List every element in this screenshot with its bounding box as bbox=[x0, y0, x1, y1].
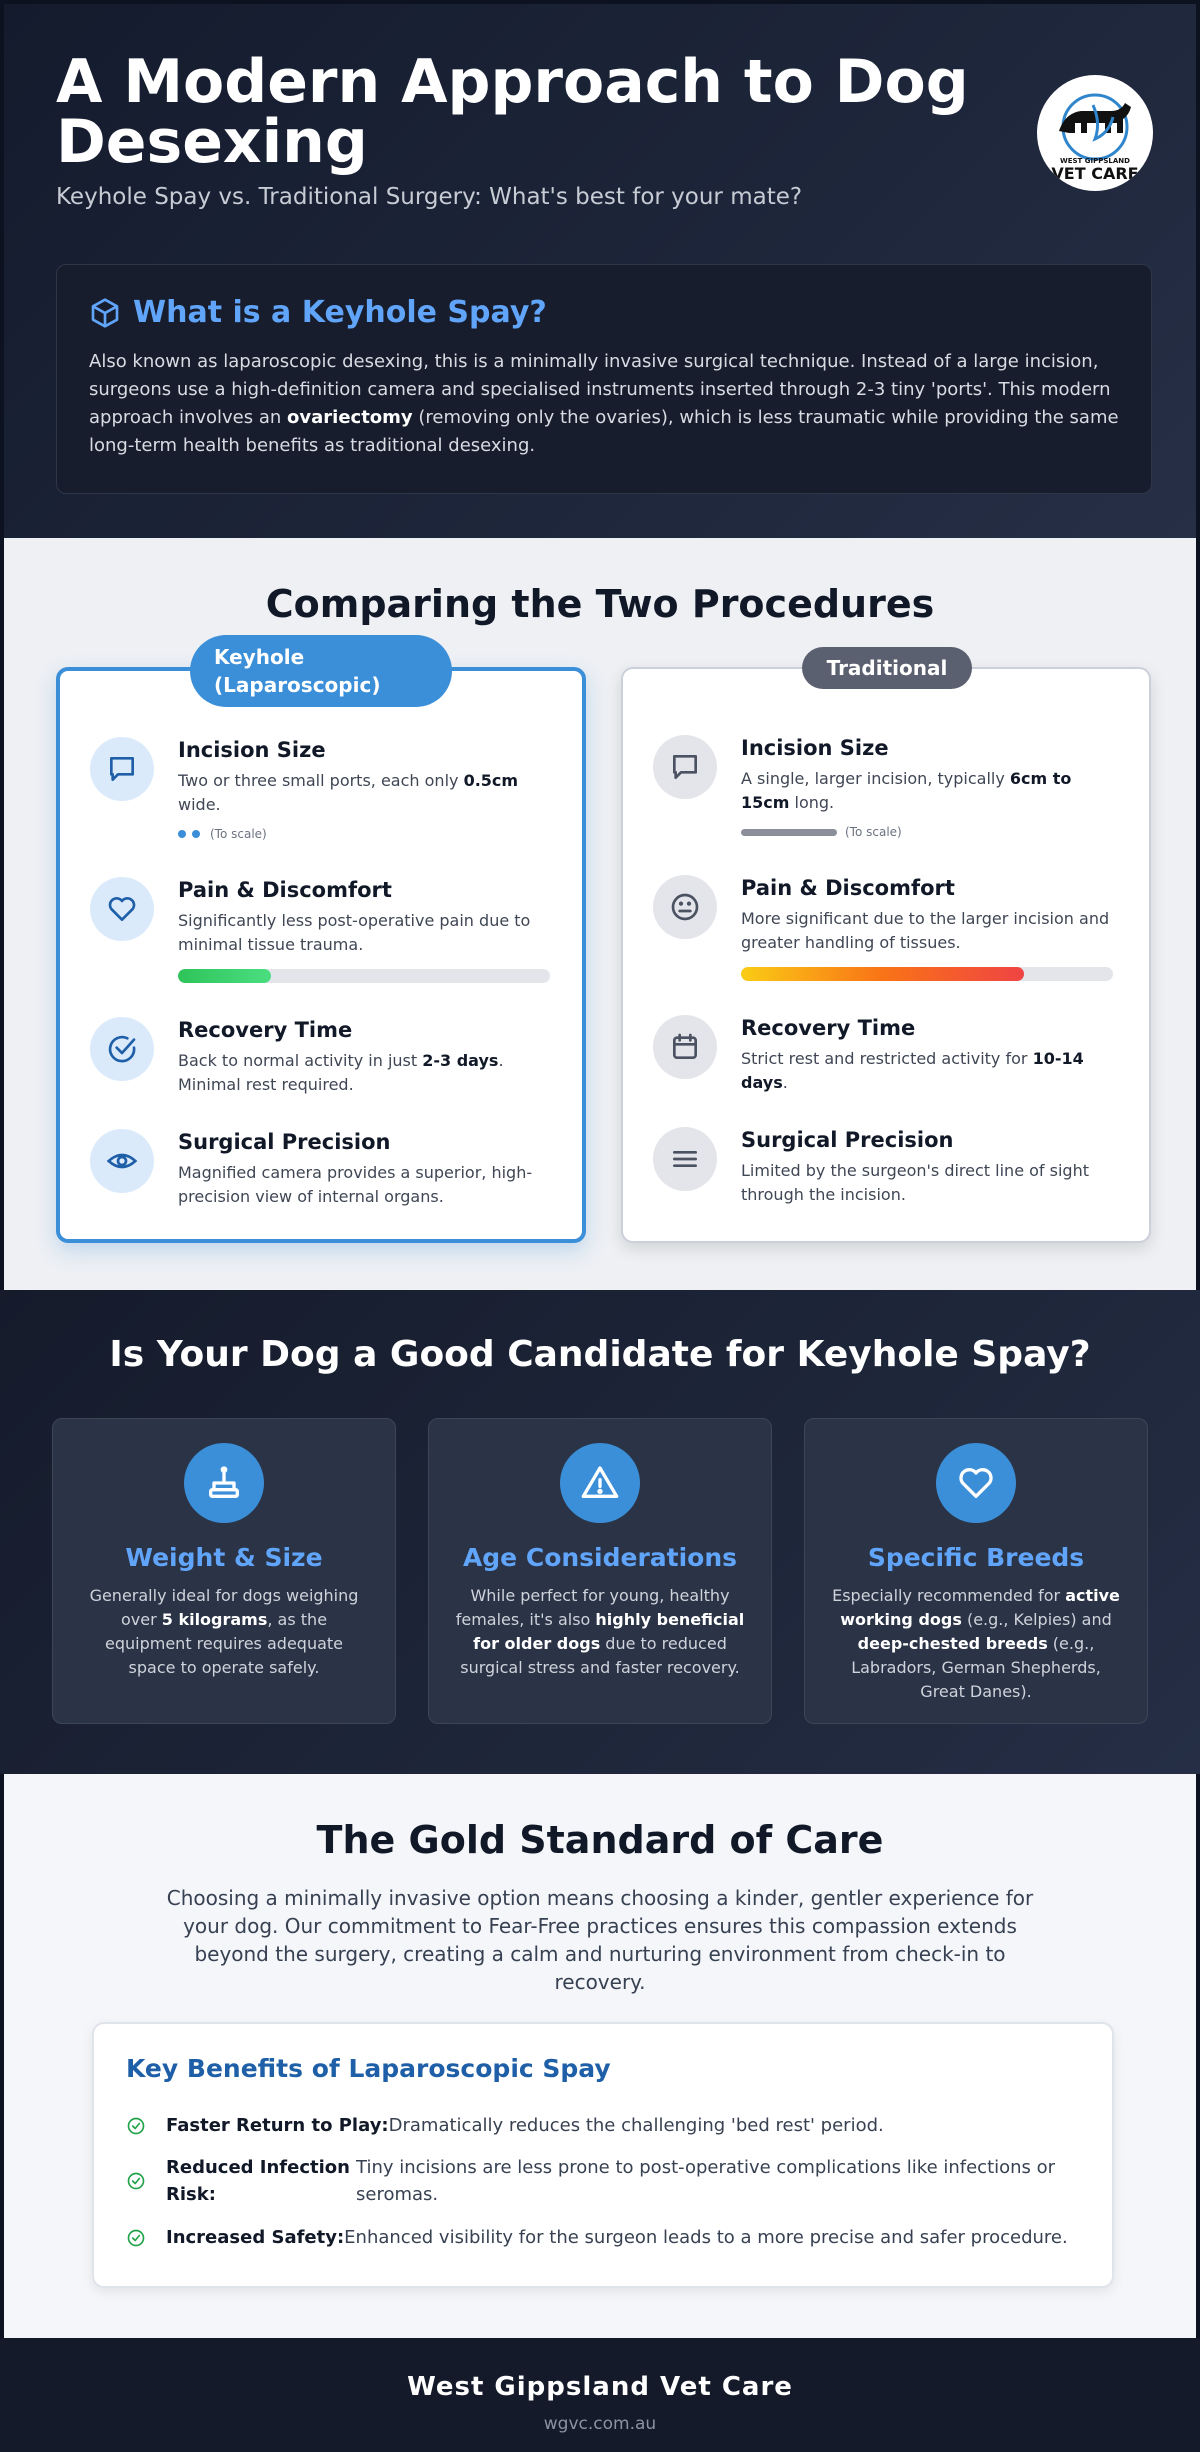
check-circle-icon bbox=[90, 1017, 154, 1081]
traditional-label: Traditional bbox=[802, 647, 972, 689]
what-is-card bbox=[56, 264, 1152, 494]
footer-url[interactable]: wgvc.com.au bbox=[543, 2414, 657, 2434]
benefit-label: Increased Safety: bbox=[166, 2227, 345, 2248]
feature-title: Incision Size bbox=[178, 738, 326, 762]
benefit-text: Dramatically reduces the challenging 'bed rest' period. bbox=[388, 2115, 884, 2136]
what-is-title: What is a Keyhole Spay? bbox=[133, 295, 547, 330]
feature-text: Two or three small ports, each only 0.5cm wide. bbox=[178, 771, 519, 814]
menu-lines-icon bbox=[653, 1127, 717, 1191]
pain-bar bbox=[741, 967, 1113, 981]
feature-text: Strict rest and restricted activity for 10-14 days. bbox=[741, 1049, 1084, 1092]
benefit-text: Enhanced visibility for the surgeon leads to a more precise and safer procedure. bbox=[344, 2227, 1068, 2248]
svg-text:WEST GIPPSLAND: WEST GIPPSLAND bbox=[1060, 157, 1130, 165]
keyhole-column bbox=[56, 645, 586, 1243]
traditional-recovery bbox=[653, 1015, 1123, 1095]
keyhole-recovery bbox=[90, 1017, 560, 1097]
pain-bar-fill bbox=[178, 969, 271, 983]
footer bbox=[0, 2338, 1200, 2452]
feature-title: Surgical Precision bbox=[741, 1128, 954, 1152]
benefits-title: Key Benefits of Laparoscopic Spay bbox=[126, 2054, 611, 2083]
feature-text: Significantly less post-operative pain due to minimal tissue trauma. bbox=[178, 911, 531, 954]
port-dot bbox=[192, 830, 200, 838]
candidate-card-title: Weight & Size bbox=[125, 1543, 323, 1572]
keyhole-incision bbox=[90, 737, 560, 841]
check-circle-icon bbox=[126, 2171, 146, 2191]
footer-clinic-name: West Gippsland Vet Care bbox=[407, 2372, 793, 2402]
cube-icon bbox=[89, 297, 121, 329]
heart-icon bbox=[90, 877, 154, 941]
keyhole-precision bbox=[90, 1129, 560, 1209]
heart-icon bbox=[936, 1443, 1016, 1523]
chat-bubble-icon bbox=[653, 735, 717, 799]
feature-title: Pain & Discomfort bbox=[178, 878, 392, 902]
calendar-icon bbox=[653, 1015, 717, 1079]
traditional-pain bbox=[653, 875, 1123, 981]
compare-title: Comparing the Two Procedures bbox=[265, 582, 935, 626]
candidate-card-text: While perfect for young, healthy females, it's also highly beneficial for older dogs due to reduced surgical stress and faster recovery. bbox=[455, 1586, 745, 1677]
compare-section bbox=[0, 538, 1200, 1290]
feature-text: Magnified camera provides a superior, high-precision view of internal organs. bbox=[178, 1163, 533, 1206]
feature-title: Recovery Time bbox=[741, 1016, 916, 1040]
traditional-incision bbox=[653, 735, 1123, 839]
check-circle-icon bbox=[126, 2228, 146, 2248]
keyhole-pain bbox=[90, 877, 560, 983]
scale-note: (To scale) bbox=[845, 825, 902, 839]
page-subtitle: Keyhole Spay vs. Traditional Surgery: What's best for your mate? bbox=[56, 184, 803, 210]
feature-text: Back to normal activity in just 2-3 days. Minimal rest required. bbox=[178, 1051, 504, 1094]
pain-bar bbox=[178, 969, 550, 983]
traditional-column bbox=[621, 656, 1151, 1243]
check-circle-icon bbox=[126, 2116, 146, 2136]
candidate-card-text: Generally ideal for dogs weighing over 5 kilograms, as the equipment requires adequate space to operate safely. bbox=[89, 1586, 359, 1677]
feature-text: Limited by the surgeon's direct line of sight through the incision. bbox=[741, 1161, 1089, 1204]
benefit-label: Faster Return to Play: bbox=[166, 2115, 389, 2136]
candidate-card-title: Specific Breeds bbox=[867, 1543, 1085, 1572]
benefit-label: Reduced Infection Risk: bbox=[166, 2157, 350, 2205]
neutral-face-icon bbox=[653, 875, 717, 939]
scale-note: (To scale) bbox=[210, 827, 267, 841]
candidate-card-breeds bbox=[804, 1418, 1148, 1724]
pain-bar-fill bbox=[741, 967, 1024, 981]
feature-title: Pain & Discomfort bbox=[741, 876, 955, 900]
clinic-logo bbox=[1037, 75, 1153, 191]
feature-title: Recovery Time bbox=[178, 1018, 353, 1042]
candidate-section bbox=[0, 1290, 1200, 1774]
candidate-card-age bbox=[428, 1418, 772, 1724]
candidate-card-title: Age Considerations bbox=[462, 1543, 738, 1572]
what-is-text: Also known as laparoscopic desexing, this is a minimally invasive surgical technique. Instead of a large incision, surgeons use a high-definition camera and specialised instruments inserted through 2-3 tiny 'ports'. This modern approach involves an ovariectomy (removing only the ovaries), which is less traumatic while providing the same long-term health benefits as traditional desexing. bbox=[89, 351, 1119, 456]
benefits-card bbox=[92, 2022, 1114, 2288]
gold-lead: Choosing a minimally invasive option means choosing a kinder, gentler experience for your dog. Our commitment to Fear-Free practices ensures this compassion extends beyond the surgery, creating a calm and nurturing environment from check-in to recovery. bbox=[166, 1886, 1034, 1994]
scale-icon bbox=[184, 1443, 264, 1523]
incision-scale bbox=[178, 827, 550, 841]
feature-title: Surgical Precision bbox=[178, 1130, 391, 1154]
cow-logo-icon bbox=[1037, 75, 1153, 191]
keyhole-label: Keyhole (Laparoscopic) bbox=[190, 635, 452, 707]
feature-text: More significant due to the larger incision and greater handling of tissues. bbox=[741, 909, 1110, 952]
page-title: A Modern Approach to Dog Desexing bbox=[56, 47, 969, 177]
benefit-item bbox=[126, 2112, 884, 2139]
port-dot bbox=[178, 830, 186, 838]
feature-text: A single, larger incision, typically 6cm to 15cm long. bbox=[741, 769, 1072, 812]
chat-bubble-icon bbox=[90, 737, 154, 801]
incision-scale bbox=[741, 825, 1113, 839]
incision-line bbox=[741, 829, 837, 836]
gold-section bbox=[0, 1774, 1200, 2338]
candidate-card-weight bbox=[52, 1418, 396, 1724]
eye-icon bbox=[90, 1129, 154, 1193]
benefit-item bbox=[126, 2224, 1068, 2251]
warning-icon bbox=[560, 1443, 640, 1523]
benefit-text: Tiny incisions are less prone to post-operative complications like infections or seromas. bbox=[356, 2157, 1056, 2205]
feature-title: Incision Size bbox=[741, 736, 889, 760]
traditional-precision bbox=[653, 1127, 1123, 1207]
candidate-card-text: Especially recommended for active working dogs (e.g., Kelpies) and deep-chested breeds (e.g., Labradors, German Shepherds, Great Danes). bbox=[832, 1586, 1120, 1701]
gold-title: The Gold Standard of Care bbox=[316, 1818, 884, 1862]
candidate-title: Is Your Dog a Good Candidate for Keyhole Spay? bbox=[109, 1334, 1091, 1375]
svg-text:VET CARE: VET CARE bbox=[1051, 164, 1139, 183]
hero-section bbox=[0, 0, 1200, 538]
benefit-item bbox=[126, 2154, 1076, 2208]
